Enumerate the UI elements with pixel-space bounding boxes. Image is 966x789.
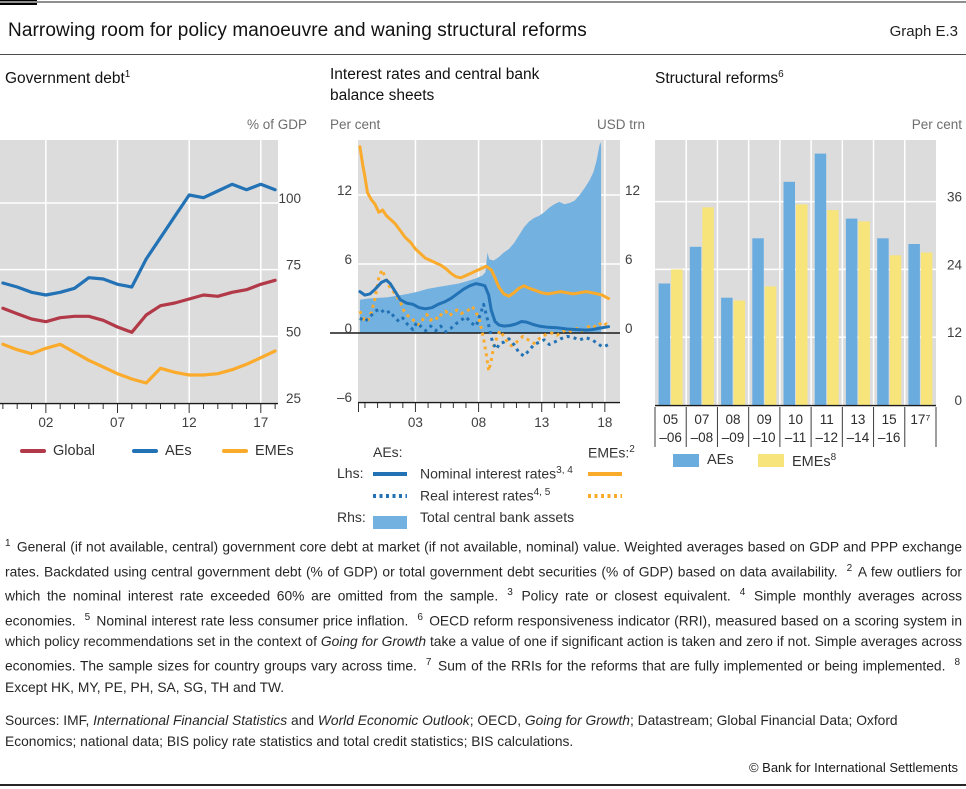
svg-text:–10: –10 xyxy=(753,430,776,445)
svg-text:–6: –6 xyxy=(336,390,352,405)
panel2-unit-right: USD trn xyxy=(596,117,645,132)
government-debt-chart xyxy=(0,140,322,440)
panel1-unit-label: % of GDP xyxy=(246,117,307,132)
cb-assets-label: Total central bank assets xyxy=(420,509,575,525)
svg-text:13: 13 xyxy=(534,415,550,430)
bottom-rule xyxy=(0,784,966,786)
top-rule xyxy=(0,1,966,3)
rhs-label: Rhs: xyxy=(337,509,366,525)
title-rule xyxy=(0,54,966,55)
svg-text:–11: –11 xyxy=(784,430,807,445)
svg-text:12: 12 xyxy=(946,325,962,341)
panel3-unit-label: Per cent xyxy=(911,117,962,132)
panel2-unit-left: Per cent xyxy=(330,117,381,132)
svg-text:10: 10 xyxy=(787,412,804,427)
svg-text:09: 09 xyxy=(756,412,772,427)
svg-text:13: 13 xyxy=(850,412,866,427)
legend2-row-real xyxy=(325,486,645,506)
aes-line-swatch xyxy=(132,449,158,453)
legend-item-global: Global xyxy=(20,443,95,459)
svg-text:15: 15 xyxy=(881,412,897,427)
svg-text:6: 6 xyxy=(625,252,633,267)
emes-line-swatch xyxy=(222,449,248,453)
svg-text:12: 12 xyxy=(625,183,641,198)
global-line-swatch xyxy=(20,449,46,453)
svg-text:50: 50 xyxy=(285,324,301,340)
panel3-legend xyxy=(648,452,966,472)
svg-text:08: 08 xyxy=(725,412,741,427)
lhs-label: Lhs: xyxy=(337,465,364,481)
panel1-title: Government debt$^1$ xyxy=(5,69,131,88)
svg-text:0: 0 xyxy=(954,393,962,408)
emes-nominal-swatch xyxy=(588,472,622,476)
svg-text:–14: –14 xyxy=(846,430,870,445)
svg-text:17: 17 xyxy=(253,415,269,430)
svg-text:07: 07 xyxy=(109,415,126,430)
emes-real-swatch xyxy=(588,494,622,498)
legend-item-emes-bars xyxy=(758,452,836,470)
legend2-header-row xyxy=(325,443,645,463)
svg-text:17⁷: 17⁷ xyxy=(910,412,931,427)
page-title: Narrowing room for policy manoeuvre and waning structural reforms xyxy=(8,20,587,41)
svg-text:–12: –12 xyxy=(815,430,838,445)
emes-bars-label: EMEs$^8$ xyxy=(792,452,837,470)
legend-item-aes-bars: AEs xyxy=(673,452,734,468)
legend-item-aes: AEs xyxy=(132,443,192,459)
svg-text:12: 12 xyxy=(181,415,197,430)
copyright: © Bank for International Settlements xyxy=(748,760,958,775)
svg-text:0: 0 xyxy=(344,321,352,336)
svg-text:6: 6 xyxy=(344,252,352,267)
legend2-row-nominal xyxy=(325,464,645,484)
nominal-rates-label: Nominal interest rates$^{3, 4}$ xyxy=(420,465,573,482)
panel2-title: Interest rates and central bank balance sheets xyxy=(330,66,540,104)
svg-text:11: 11 xyxy=(819,412,834,427)
svg-text:08: 08 xyxy=(471,415,487,430)
aes-nominal-swatch xyxy=(373,472,407,476)
svg-text:25: 25 xyxy=(285,391,301,406)
svg-text:–08: –08 xyxy=(690,430,714,445)
panel1-legend xyxy=(0,443,322,461)
svg-text:0: 0 xyxy=(625,321,633,336)
svg-text:–06: –06 xyxy=(659,430,682,445)
legend-item-emes: EMEs xyxy=(222,443,294,459)
svg-text:36: 36 xyxy=(946,189,962,205)
legend2-row-assets xyxy=(325,508,645,528)
panel2-legend xyxy=(325,443,645,533)
cb-assets-swatch xyxy=(373,516,407,529)
svg-text:05: 05 xyxy=(663,412,679,427)
interest-rates-chart xyxy=(325,140,655,440)
svg-text:02: 02 xyxy=(38,415,54,430)
svg-text:75: 75 xyxy=(285,257,301,273)
footnotes: $^1$ General (if not available, central) government core debt at market (if not available, nominal) value. Weighted averages based on GDP and PPP exchange rates. Backdated using central government debt (% of GDP) or total government debt securities (% of GDP) based on data availability. $^2$ A few outliers for which the nominal interest rate exceeded 60% are omitted from the sample. $^3$ Policy rate or closest equivalent. $^4$ Simple monthly averages across economies. $^5$ Nominal interest rate less consumer price inflation. $^6$ OECD reform responsiveness indicator (RRI), measured based on a scoring system in which policy recommendations set in the context of Going for Growth take a value of one if significant action is taken and zero if not. Simple averages across economies. The sample sizes for country groups vary across time. $^7$ Sum of the RRIs for the reforms that are fully implemented or being implemented. $^8$ Except HK, MY, PE, PH, SA, SG, TH and TW. xyxy=(5,538,962,695)
structural-reforms-chart xyxy=(648,140,966,452)
emes-bar-swatch xyxy=(758,454,784,467)
svg-text:12: 12 xyxy=(336,183,352,198)
sources: Sources: IMF, International Financial Statistics and World Economic Outlook; OECD, Going for Growth; Datastream; Global Financial Data; Oxford Economics; national data; BIS policy rate statistics and total credit statistics; BIS calculations. xyxy=(5,713,898,749)
panel3-title: Structural reforms$^6$ xyxy=(655,69,784,88)
svg-text:–16: –16 xyxy=(877,430,901,445)
title-row xyxy=(8,20,958,42)
aes-column-header: AEs: xyxy=(373,444,403,460)
svg-text:18: 18 xyxy=(597,415,613,430)
svg-text:–09: –09 xyxy=(721,430,745,445)
svg-text:03: 03 xyxy=(407,415,423,430)
aes-bar-swatch xyxy=(673,454,699,467)
svg-text:07: 07 xyxy=(694,412,710,427)
graph-number: Graph E.3 xyxy=(889,23,958,40)
aes-real-swatch xyxy=(373,494,407,498)
real-rates-label: Real interest rates$^{4, 5}$ xyxy=(420,487,551,504)
svg-text:24: 24 xyxy=(946,257,962,273)
svg-text:100: 100 xyxy=(278,191,301,206)
emes-column-header: EMEs:$^2$ xyxy=(588,444,635,461)
